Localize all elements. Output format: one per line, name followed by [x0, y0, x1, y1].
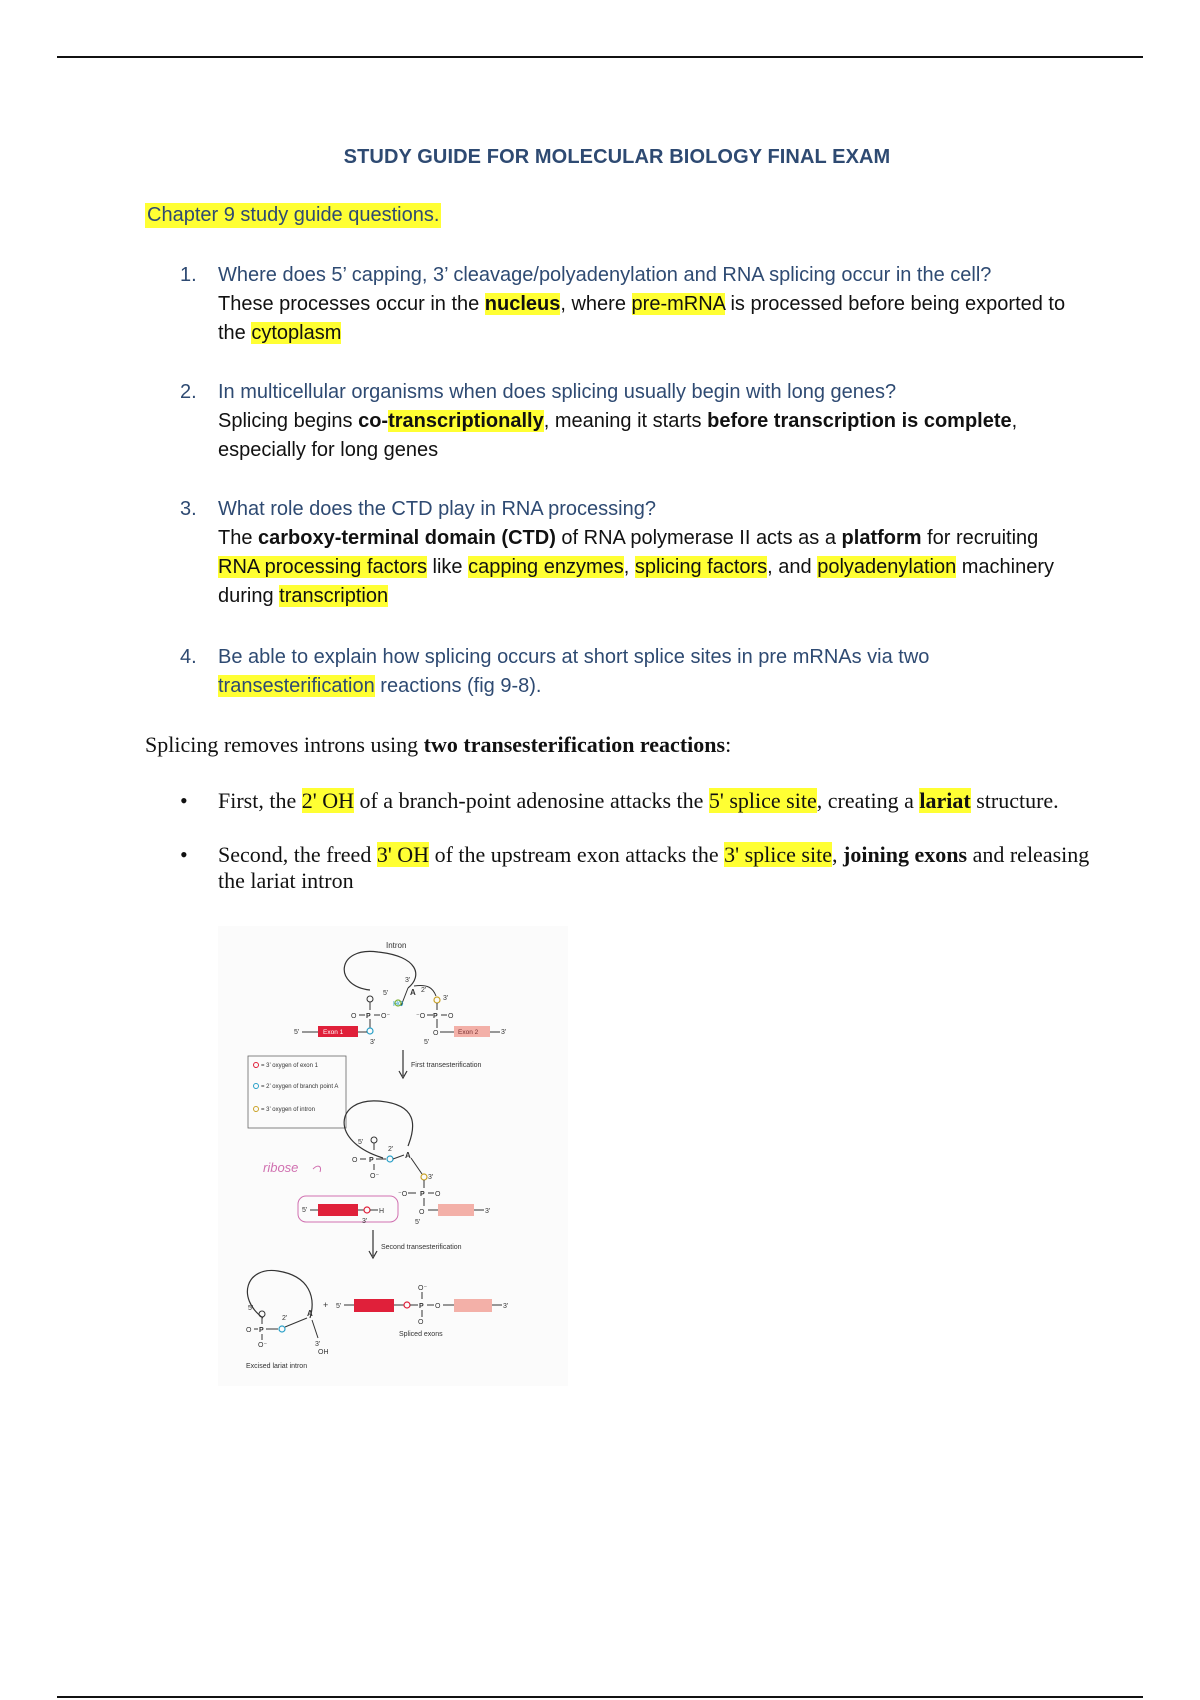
bullet-item: • Second, the freed 3' OH of the upstream exon attacks the 3' splice site, joining exons and releasing the lariat intron — [180, 842, 1090, 893]
highlight-transcription: transcription — [279, 585, 389, 607]
answer-text: The carboxy-terminal domain (CTD) of RNA polymerase II acts as a platform for recruiting RNA processing factors like capping enzymes, splicing factors, and polyadenylation machinery during transcription — [218, 527, 1055, 607]
question-number: 2. — [180, 381, 197, 403]
svg-text:P: P — [433, 1013, 438, 1020]
svg-text:O: O — [419, 1209, 425, 1216]
highlight-cytoplasm: cytoplasm — [251, 322, 342, 344]
first-transesterification-label: First transesterification — [411, 1062, 482, 1069]
highlight-5-splice-site: 5' splice site — [708, 788, 817, 813]
svg-text:O: O — [435, 1303, 441, 1310]
svg-text:⁻O: ⁻O — [398, 1191, 408, 1198]
svg-text:5’: 5’ — [424, 1039, 430, 1046]
ho-label: HO — [393, 1001, 404, 1008]
svg-text:3’: 3’ — [443, 995, 449, 1002]
svg-text:= 3’ oxygen of intron: = 3’ oxygen of intron — [261, 1107, 315, 1113]
svg-text:3’: 3’ — [405, 977, 411, 984]
handwritten-note: ribose — [263, 1160, 299, 1175]
highlight-rna-processing-factors: RNA processing factors — [218, 556, 427, 578]
question-text: Where does 5’ capping, 3’ cleavage/polyadenylation and RNA splicing occur in the cell? — [218, 264, 992, 286]
svg-text:A: A — [405, 1151, 411, 1160]
question-number: 1. — [180, 264, 197, 286]
branch-point-a: A — [410, 988, 416, 997]
svg-text:Exon 2: Exon 2 — [458, 1029, 479, 1036]
splicing-diagram — [218, 926, 568, 1386]
svg-text:O⁻: O⁻ — [418, 1285, 428, 1292]
question-3 — [180, 495, 1085, 611]
svg-text:3’: 3’ — [370, 1039, 376, 1046]
svg-text:3’: 3’ — [362, 1218, 368, 1225]
svg-text:O: O — [418, 1319, 424, 1326]
highlight-2-oh: 2' OH — [301, 788, 354, 813]
svg-text:2’: 2’ — [421, 987, 427, 994]
spliced-exon-2 — [454, 1299, 492, 1312]
svg-text:3’: 3’ — [315, 1341, 321, 1348]
svg-text:P: P — [369, 1157, 374, 1164]
svg-text:OH: OH — [318, 1349, 329, 1356]
svg-text:5’: 5’ — [294, 1029, 300, 1036]
spliced-exons-label: Spliced exons — [399, 1331, 443, 1338]
svg-text:2’: 2’ — [388, 1146, 394, 1153]
svg-text:P: P — [419, 1303, 424, 1310]
svg-text:O: O — [352, 1157, 358, 1164]
question-4 — [180, 643, 1085, 701]
highlight-3-oh: 3' OH — [376, 842, 430, 867]
svg-text:P: P — [366, 1013, 371, 1020]
exon-1-block — [318, 1204, 358, 1216]
answer-text: These processes occur in the nucleus, where pre-mRNA is processed before being exported to the cytoplasm — [218, 293, 1066, 344]
svg-text:5’: 5’ — [248, 1305, 254, 1312]
question-text: What role does the CTD play in RNA processing? — [218, 498, 656, 520]
svg-text:O⁻: O⁻ — [370, 1173, 380, 1180]
exon-2-block — [438, 1204, 474, 1216]
second-transesterification-label: Second transesterification — [381, 1244, 462, 1251]
question-text: In multicellular organisms when does splicing usually begin with long genes? — [218, 381, 897, 403]
svg-text:3’: 3’ — [501, 1029, 507, 1036]
chapter-heading: Chapter 9 study guide questions. — [147, 204, 440, 226]
bottom-rule — [57, 1696, 1143, 1698]
highlight-pre-mrna: pre-mRNA — [631, 293, 725, 315]
svg-text:= 2’ oxygen of branch point A: = 2’ oxygen of branch point A — [261, 1084, 339, 1090]
highlight-nucleus: nucleus — [484, 293, 561, 315]
svg-text:5’: 5’ — [383, 990, 389, 997]
svg-text:5’: 5’ — [336, 1303, 342, 1310]
highlight-transesterification: transesterification — [218, 675, 375, 697]
svg-text:3’: 3’ — [503, 1303, 509, 1310]
highlight-capping-enzymes: capping enzymes — [468, 556, 624, 578]
svg-text:A: A — [307, 1309, 313, 1318]
question-2 — [180, 378, 1085, 465]
answer-text: Splicing begins co-transcriptionally, meaning it starts before transcription is complete, especially for long genes — [218, 410, 1018, 461]
svg-text:Exon 1: Exon 1 — [323, 1029, 344, 1036]
svg-text:O: O — [448, 1013, 454, 1020]
svg-text:H: H — [379, 1208, 385, 1215]
intron-label: Intron — [386, 941, 407, 950]
highlight-splicing-factors: splicing factors — [634, 556, 768, 578]
svg-text:P: P — [259, 1327, 264, 1334]
question-text: Be able to explain how splicing occurs at short splice sites in pre mRNAs via two transesterification reactions (fig 9-8). — [218, 646, 930, 697]
highlight-transcriptionally: transcriptionally — [388, 410, 544, 432]
svg-text:O⁻: O⁻ — [381, 1013, 391, 1020]
svg-text:O: O — [435, 1191, 441, 1198]
question-number: 3. — [180, 498, 197, 520]
svg-text:= 3’ oxygen of exon 1: = 3’ oxygen of exon 1 — [261, 1063, 318, 1069]
svg-text:5’: 5’ — [358, 1139, 364, 1146]
question-number: 4. — [180, 646, 197, 668]
svg-text:O: O — [433, 1030, 439, 1037]
svg-text:5’: 5’ — [302, 1207, 308, 1214]
bullet-dot: • — [180, 842, 188, 867]
top-rule — [57, 56, 1143, 58]
svg-text:3’: 3’ — [428, 1174, 434, 1181]
svg-text:⁻O: ⁻O — [416, 1013, 426, 1020]
highlight-3-splice-site: 3' splice site — [724, 842, 832, 867]
bullet-dot: • — [180, 788, 188, 813]
svg-text:O: O — [246, 1327, 252, 1334]
svg-text:O⁻: O⁻ — [258, 1342, 268, 1349]
svg-text:P: P — [420, 1191, 425, 1198]
spliced-exon-1 — [354, 1299, 394, 1312]
question-1 — [180, 261, 1085, 348]
svg-text:2’: 2’ — [282, 1315, 288, 1322]
svg-text:O: O — [351, 1013, 357, 1020]
svg-text:3’: 3’ — [485, 1208, 491, 1215]
bullet-item: • First, the 2' OH of a branch-point adenosine attacks the 5' splice site, creating a lariat structure. — [180, 788, 1059, 813]
page-title: STUDY GUIDE FOR MOLECULAR BIOLOGY FINAL EXAM — [343, 146, 891, 168]
intro-paragraph: Splicing removes introns using two transesterification reactions: — [145, 732, 732, 757]
svg-text:5’: 5’ — [415, 1219, 421, 1226]
svg-text:+: + — [323, 1300, 329, 1310]
highlight-lariat: lariat — [919, 788, 971, 813]
highlight-polyadenylation: polyadenylation — [817, 556, 957, 578]
excised-lariat-label: Excised lariat intron — [246, 1363, 308, 1370]
